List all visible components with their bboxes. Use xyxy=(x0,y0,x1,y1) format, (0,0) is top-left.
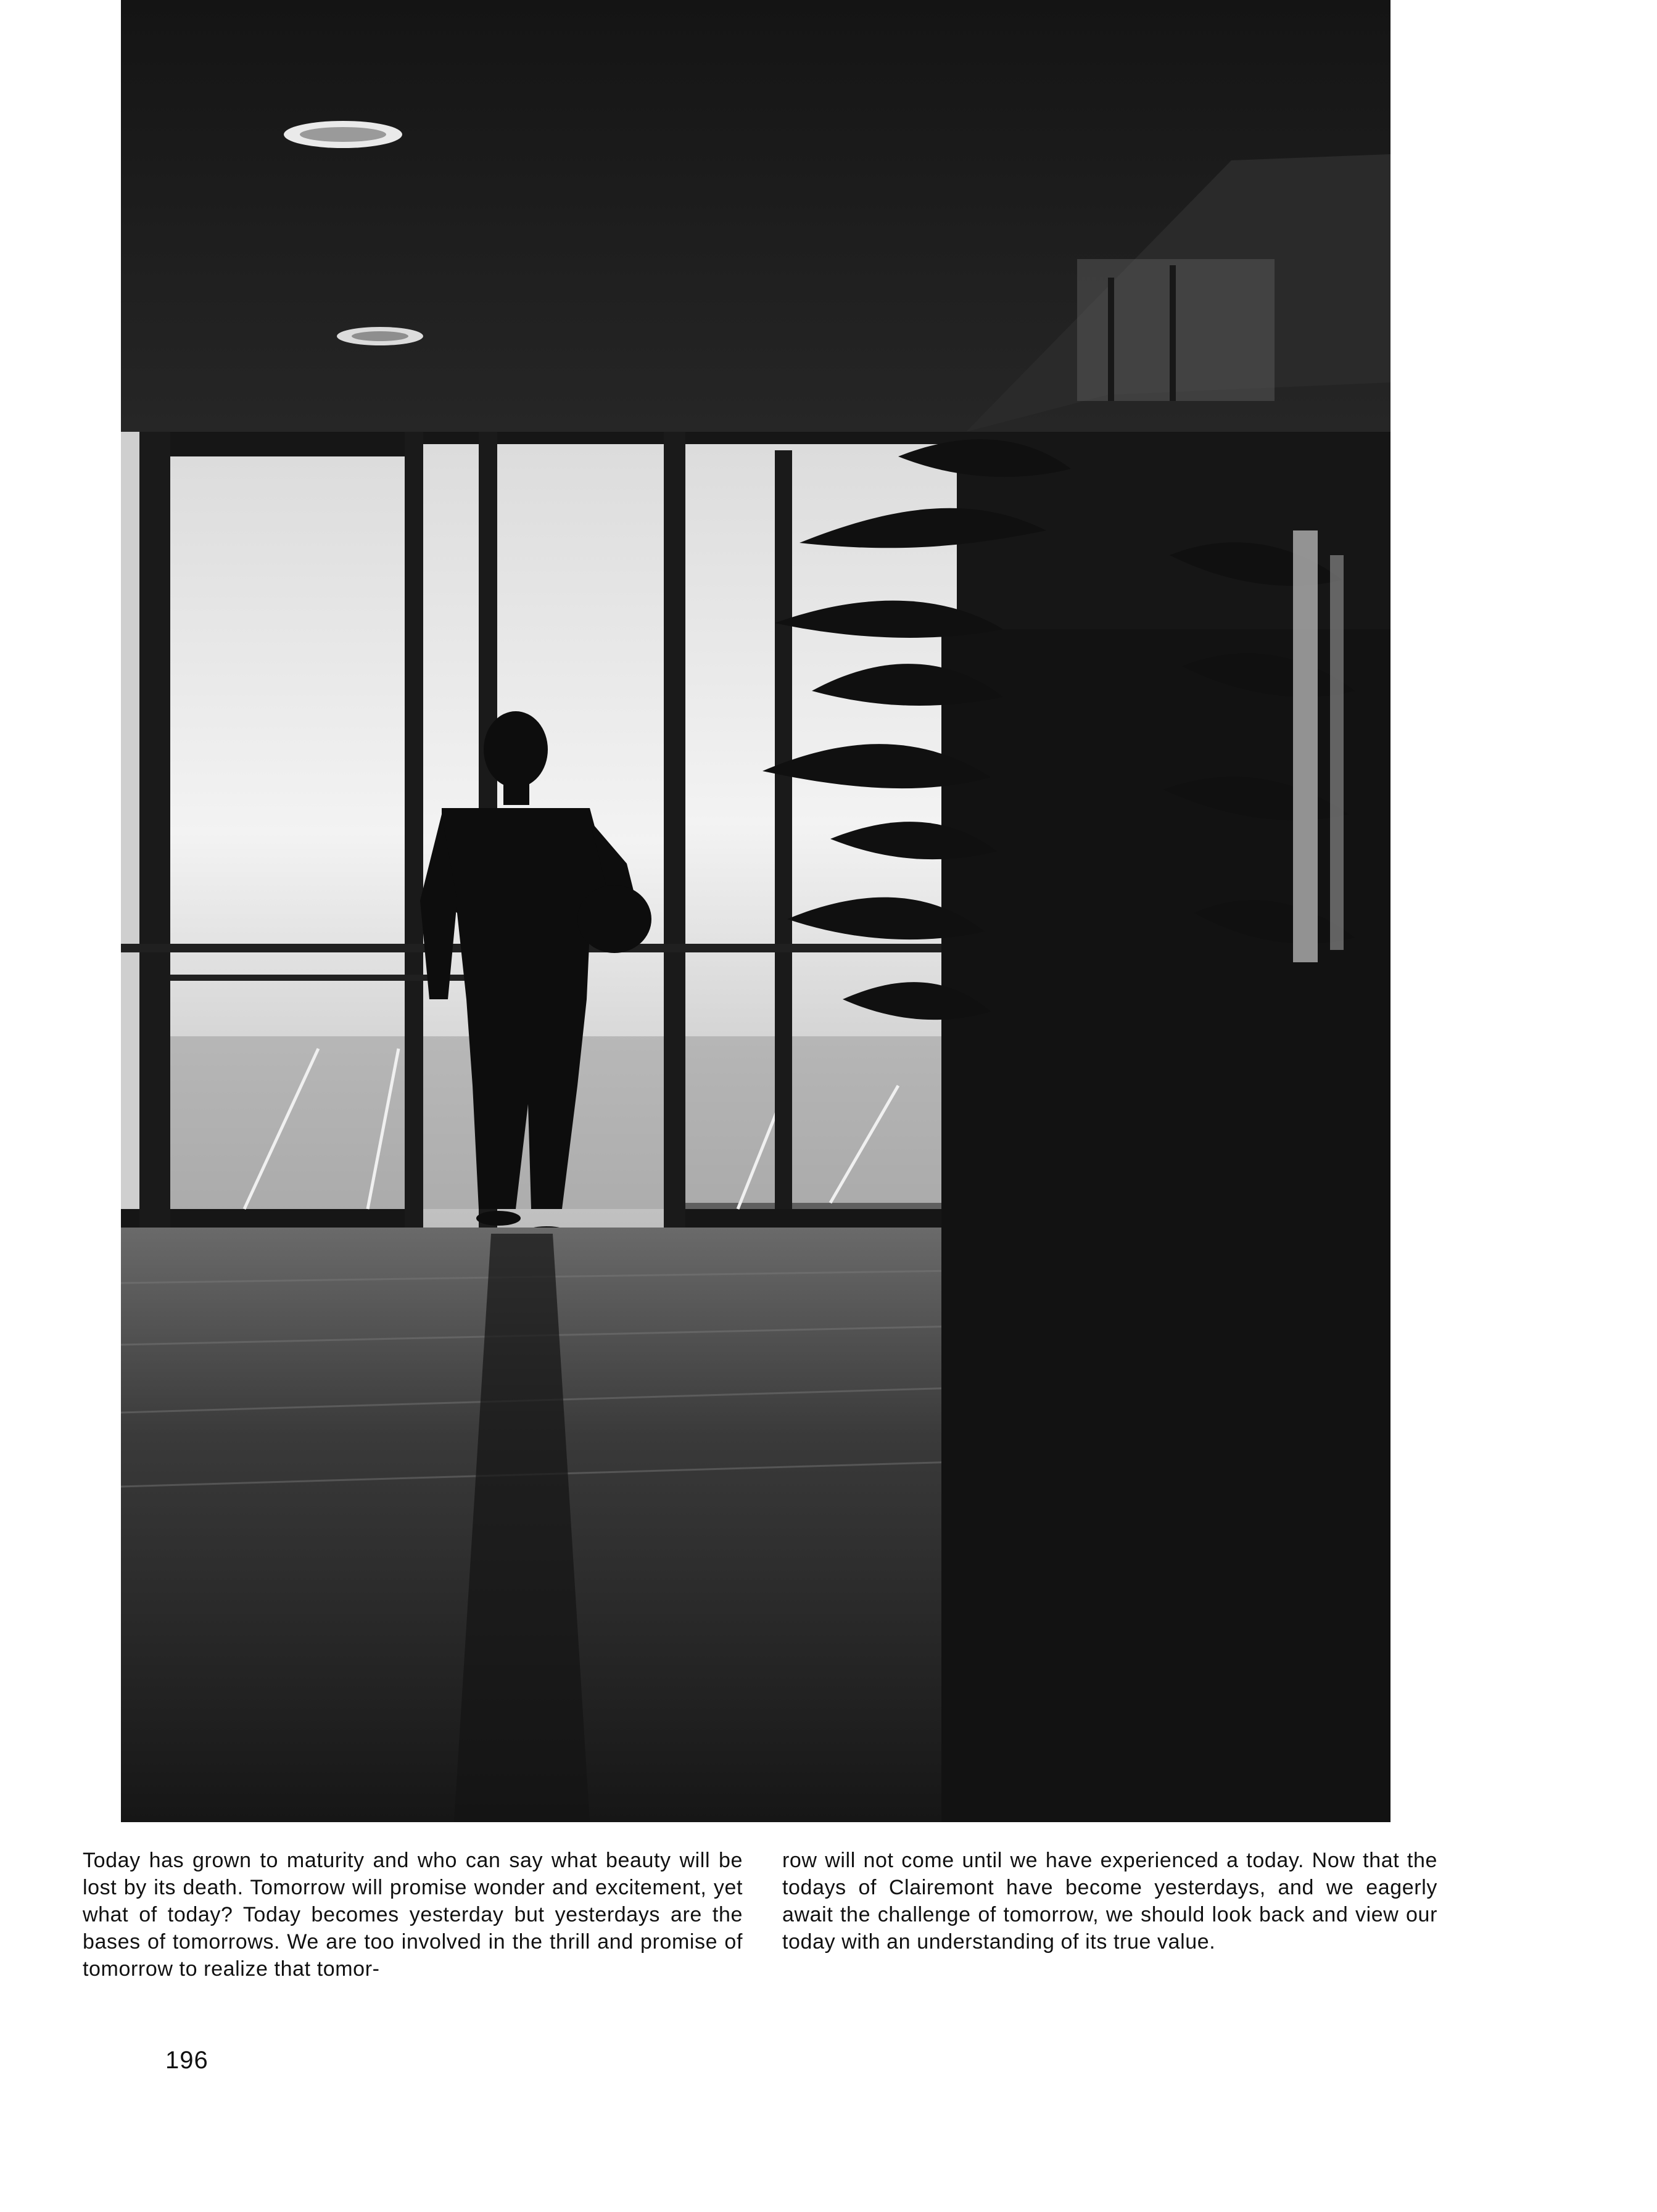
photograph xyxy=(121,0,1390,1822)
body-text-left-column: Today has grown to maturity and who can say what beauty will be lost by its death. Tomorrow will promise wonder and excitement, yet what of today? Today becomes yesterday but yesterdays are the bases of tomorrows. We are too involved in the thrill and promise of tomorrow to realize that tomor- xyxy=(83,1849,743,1981)
left-window xyxy=(121,432,139,1209)
silhouette-photo xyxy=(121,0,1390,1822)
page-number: 196 xyxy=(165,2047,209,2074)
door-frame xyxy=(664,432,685,1228)
door-frame xyxy=(139,432,170,1228)
body-text-right-column: row will not come until we have experienced a today. Now that the todays of Clairemont have become yesterdays, and we eagerly await the challenge of tomorrow, we should look back and view our today with an understanding of its true value. xyxy=(782,1849,1437,1954)
